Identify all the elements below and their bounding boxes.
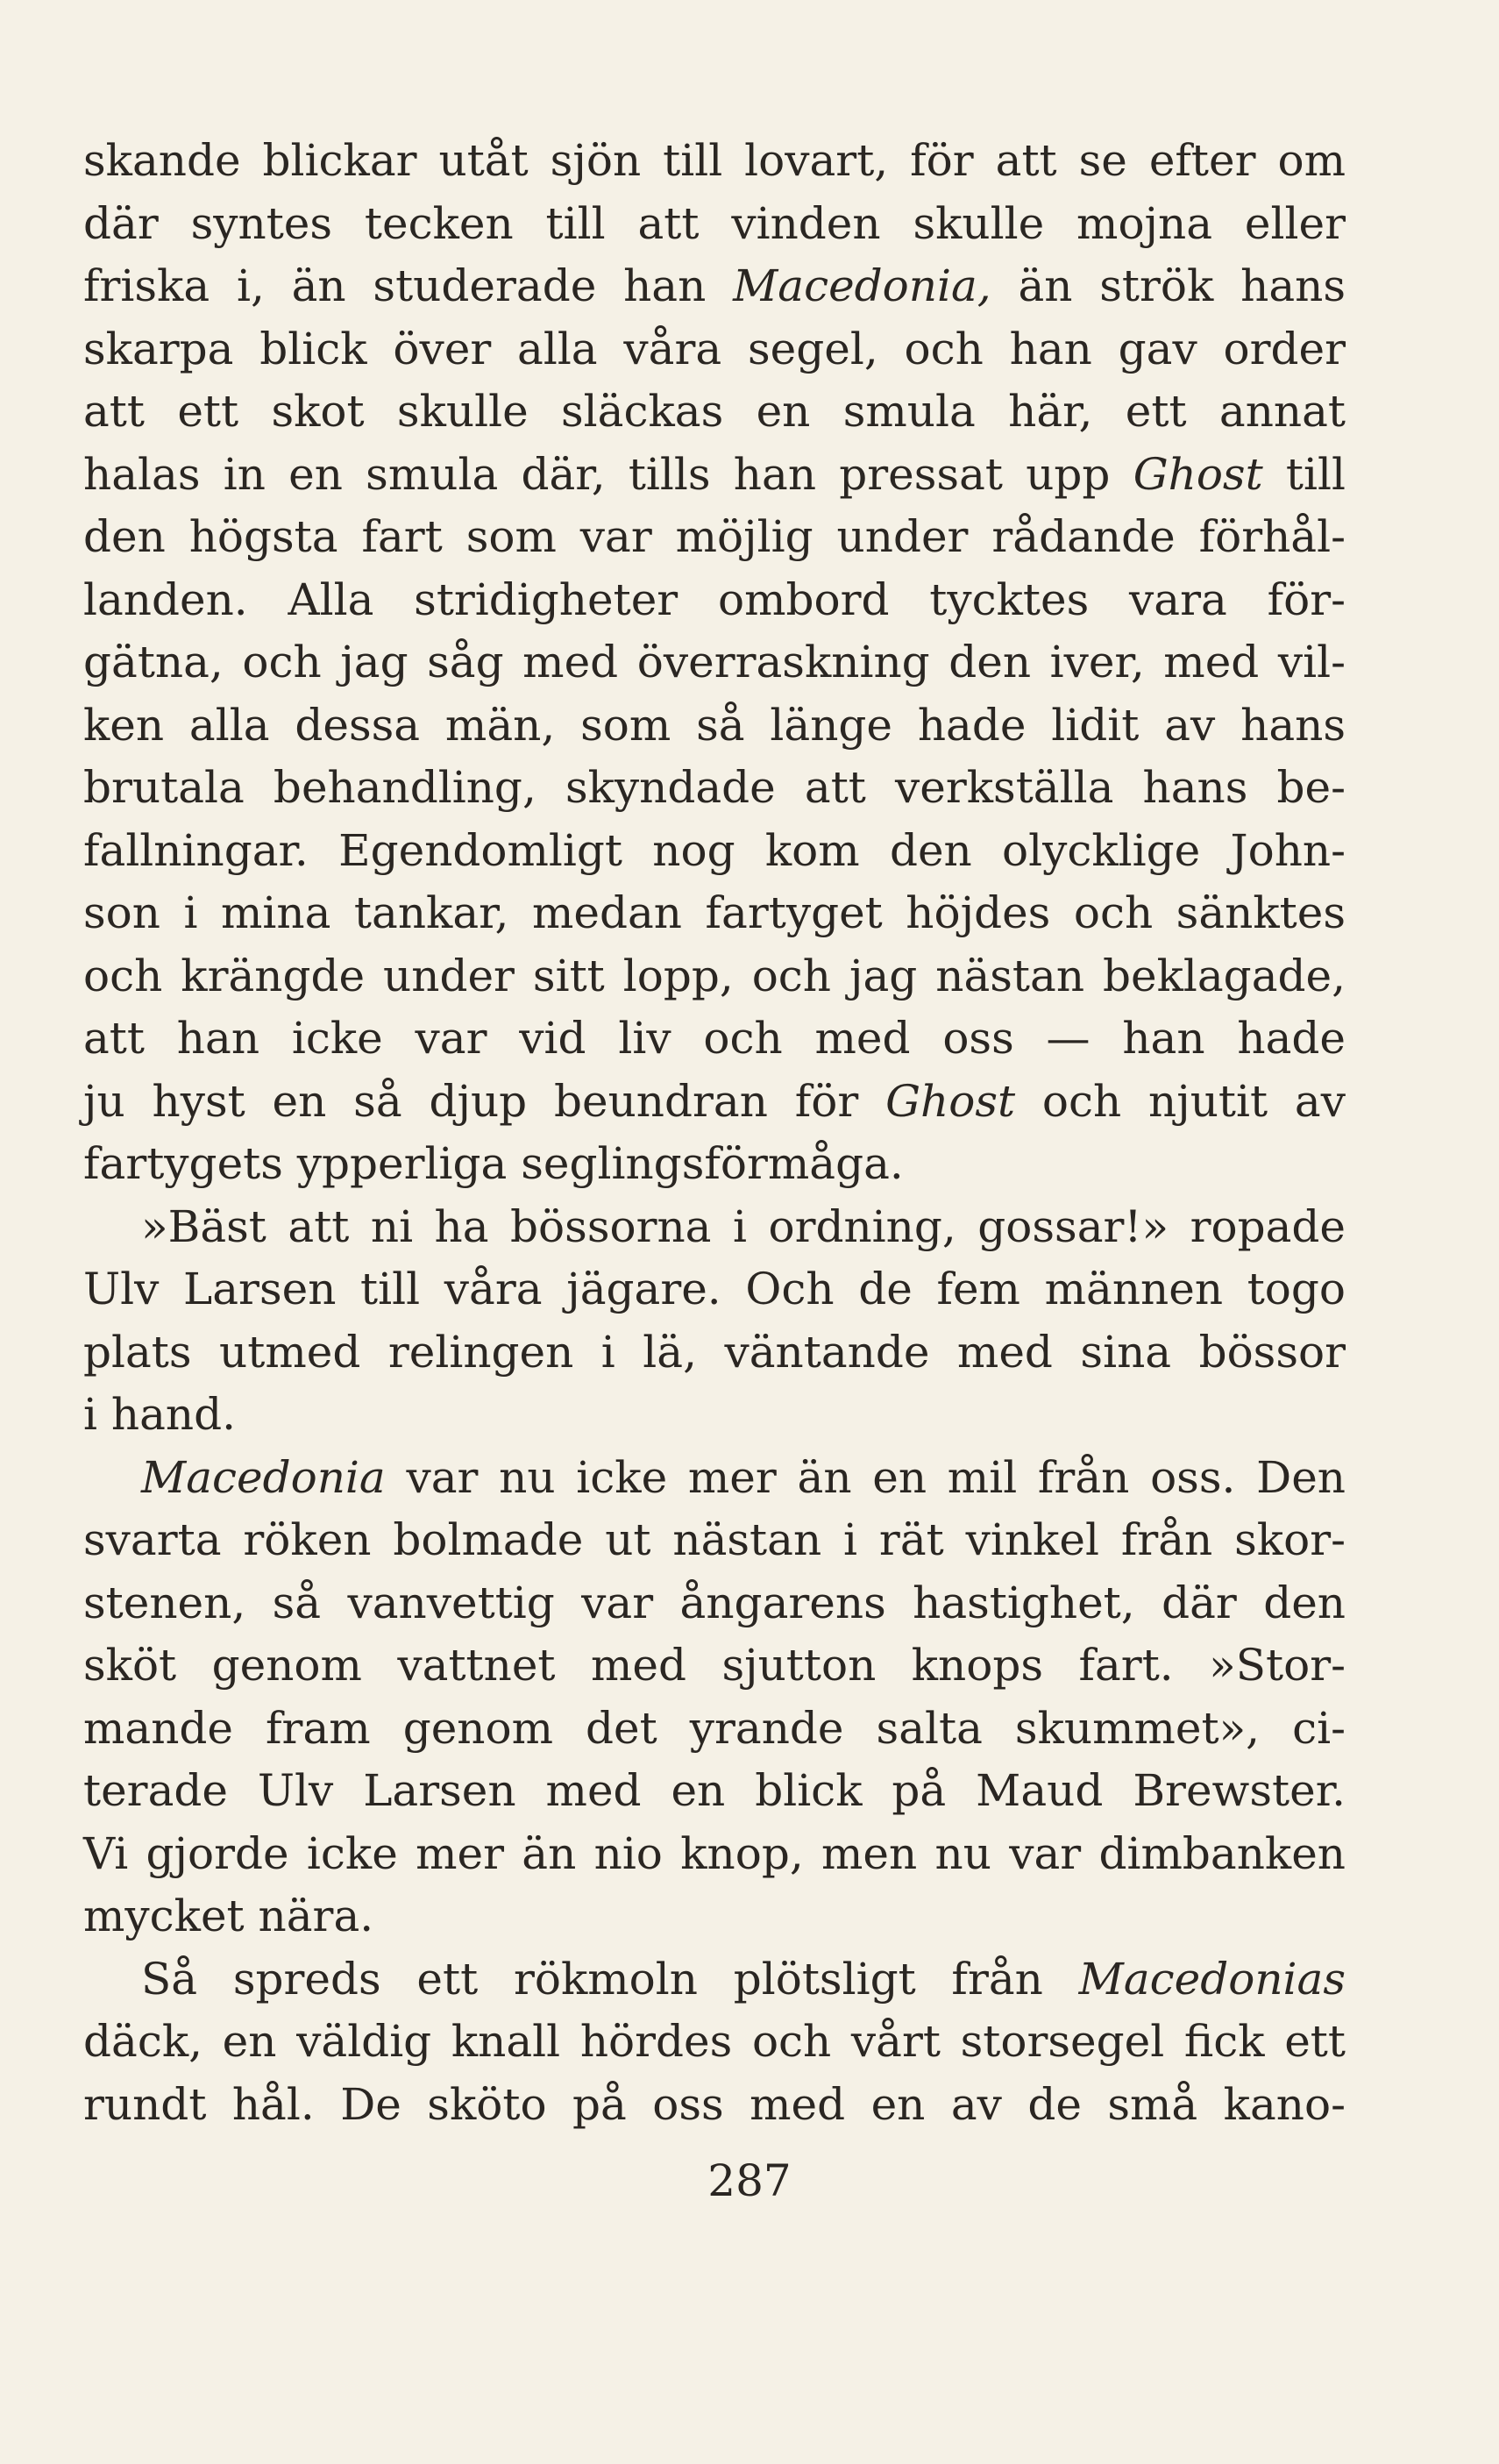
text-line-4: skarpa blick över alla våra segel, och han gav order [83,323,1346,374]
text-line-25: sköt genom vattnet med sjutton knops fart. »Stor- [83,1640,1346,1691]
text-line-9: gätna, och jag såg med överraskning den iver, med vil- [83,637,1346,687]
text-line-29: mycket nära. [83,1891,374,1941]
text-line-14: och krängde under sitt lopp, och jag nästan beklagade, [83,950,1346,1001]
page-body [83,130,1346,2136]
text-line-23: svarta röken bolmade ut nästan i rät vinkel från skor- [83,1514,1346,1565]
text-line-13: son i mina tankar, medan fartyget höjdes och sänktes [83,887,1346,938]
italic-ship-name: Macedonia [141,1451,386,1503]
text-line-24: stenen, så vanvettig var ångarens hastighet, där den [83,1577,1346,1628]
text-line-31: däck, en väldig knall hördes och vårt storsegel fick ett [83,2016,1346,2067]
page-number: 287 [707,2155,792,2206]
text-line-3: friska i, än studerade han Macedonia, än strök hans [83,260,1346,311]
italic-ship-name: Ghost [885,1075,1016,1127]
text-line-8: landen. Alla stridigheter ombord tycktes vara för- [83,573,1346,625]
text-line-21: i hand. [83,1389,236,1440]
text-line-11: brutala behandling, skyndade att verkställa hans be- [83,762,1346,813]
text-line-32: rundt hål. De sköto på oss med en av de små kano- [83,2078,1346,2130]
text-line-2: där syntes tecken till att vinden skulle mojna eller [83,197,1346,249]
text-line-10: ken alla dessa män, som så länge hade lidit av hans [83,699,1346,751]
text-line-12: fallningar. Egendomligt nog kom den olycklige John- [83,824,1346,876]
text-line-30: Så spreds ett rökmoln plötsligt från Macedonias [141,1953,1346,2005]
text-line-5: att ett skot skulle släckas en smula här, ett annat [83,386,1346,437]
text-line-26: mande fram genom det yrande salta skummet», ci- [83,1702,1346,1754]
italic-ship-name: Macedonia, [733,260,991,311]
text-line-15: att han icke var vid liv och med oss — han hade [83,1013,1346,1064]
text-line-7: den högsta fart som var möjlig under rådande förhål- [83,511,1346,562]
italic-ship-name: Macedonias [1078,1953,1346,2005]
text-line-27: terade Ulv Larsen med en blick på Maud Brewster. [83,1765,1346,1816]
text-line-22: Macedonia var nu icke mer än en mil från oss. Den [141,1451,1346,1503]
italic-ship-name: Ghost [1133,448,1263,500]
text-line-16: ju hyst en så djup beundran för Ghost och njutit av [83,1075,1346,1127]
text-line-17: fartygets ypperliga seglingsförmåga. [83,1138,904,1189]
text-line-6: halas in en smula där, tills han pressat upp Ghost till [83,448,1346,500]
text-line-28: Vi gjorde icke mer än nio knop, men nu var dimbanken [83,1827,1346,1879]
text-line-1: skande blickar utåt sjön till lovart, för att se efter om [83,135,1346,186]
text-line-18: »Bäst att ni ha bössorna i ordning, gossar!» ropade [141,1200,1346,1252]
text-line-19: Ulv Larsen till våra jägare. Och de fem männen togo [83,1264,1346,1314]
text-line-20: plats utmed relingen i lä, väntande med sina bössor [83,1326,1346,1378]
